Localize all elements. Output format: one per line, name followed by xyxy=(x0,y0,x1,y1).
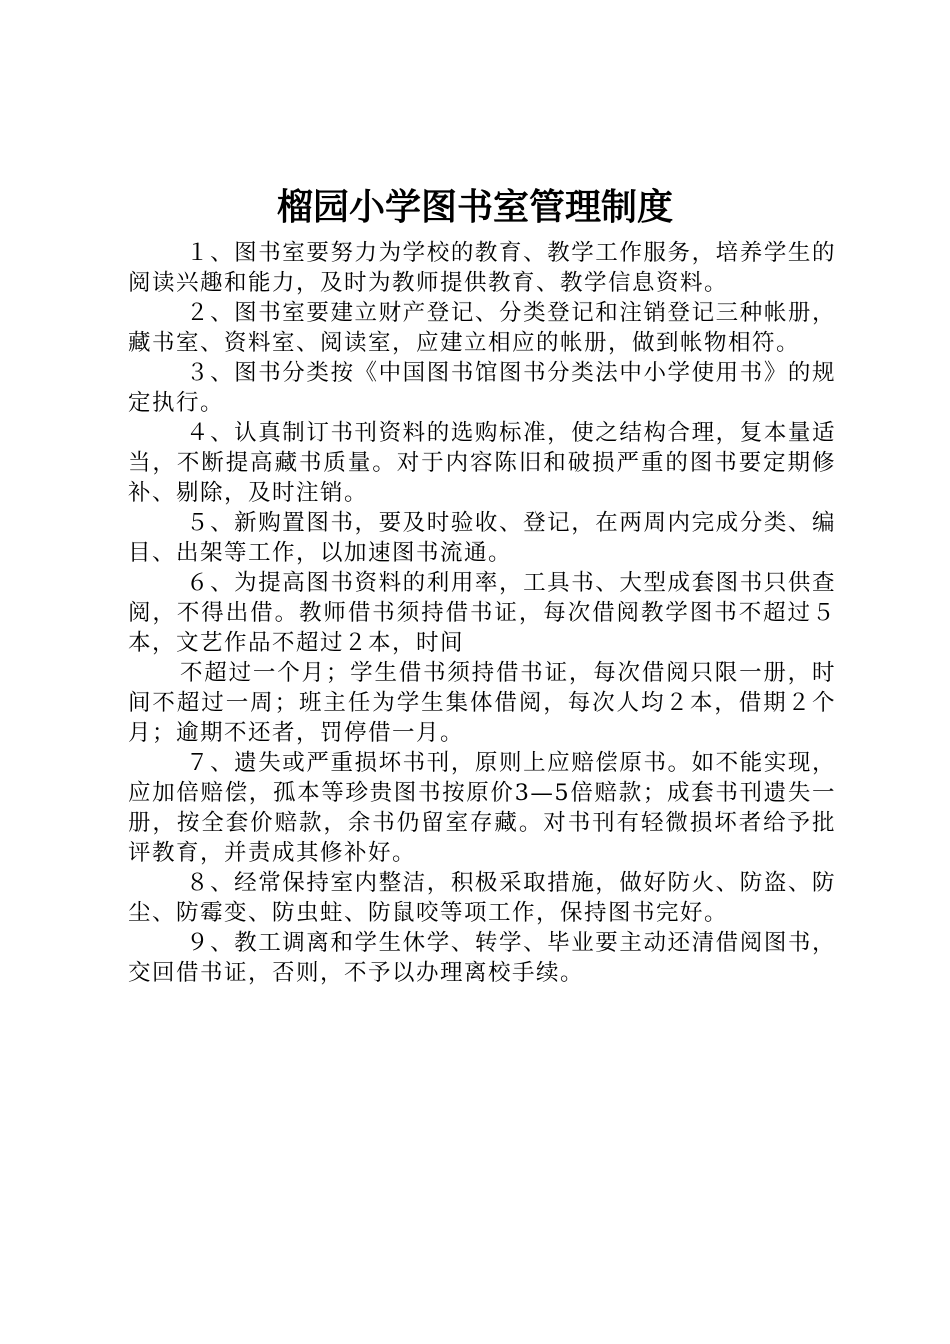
rule-paragraph-8: ８、经常保持室内整洁，积极采取措施，做好防火、防盗、防尘、防霉变、防虫蛀、防鼠咬等项工作，保持图书完好。 xyxy=(128,870,836,926)
rule-paragraph-3: ３、图书分类按《中国图书馆图书分类法中小学使用书》的规定执行。 xyxy=(128,360,836,416)
rule-paragraph-5: ５、新购置图书，要及时验收、登记，在两周内完成分类、编目、出架等工作，以加速图书流通。 xyxy=(128,510,836,566)
rule-paragraph-2: ２、图书室要建立财产登记、分类登记和注销登记三种帐册，藏书室、资料室、阅读室，应建立相应的帐册，做到帐物相符。 xyxy=(128,300,836,356)
rule-paragraph-4: ４、认真制订书刊资料的选购标准，使之结构合理，复本量适当，不断提高藏书质量。对于内容陈旧和破损严重的图书要定期修补、剔除，及时注销。 xyxy=(128,420,836,506)
rule-paragraph-6: ６、为提高图书资料的利用率，工具书、大型成套图书只供查阅，不得出借。教师借书须持借书证，每次借阅教学图书不超过５本，文艺作品不超过２本，时间 xyxy=(128,570,836,656)
rule-paragraph-6-continued: 不超过一个月；学生借书须持借书证，每次借阅只限一册，时间不超过一周；班主任为学生集体借阅，每次人均２本，借期２个月；逾期不还者，罚停借一月。 xyxy=(128,660,836,746)
rule-paragraph-1: １、图书室要努力为学校的教育、教学工作服务，培养学生的阅读兴趣和能力，及时为教师提供教育、教学信息资料。 xyxy=(128,240,836,296)
rule-paragraph-9: ９、教工调离和学生休学、转学、毕业要主动还清借阅图书，交回借书证，否则，不予以办理离校手续。 xyxy=(128,930,836,986)
document-title: 榴园小学图书室管理制度 xyxy=(276,187,673,228)
document-body xyxy=(128,238,836,988)
rule-paragraph-7: ７、遗失或严重损坏书刊，原则上应赔偿原书。如不能实现，应加倍赔偿，孤本等珍贵图书按原价3—5倍赔款；成套书刊遗失一册，按全套价赔款，余书仍留室存藏。对书刊有轻微损坏者给予批评教育，并责成其修补好。 xyxy=(128,750,836,866)
